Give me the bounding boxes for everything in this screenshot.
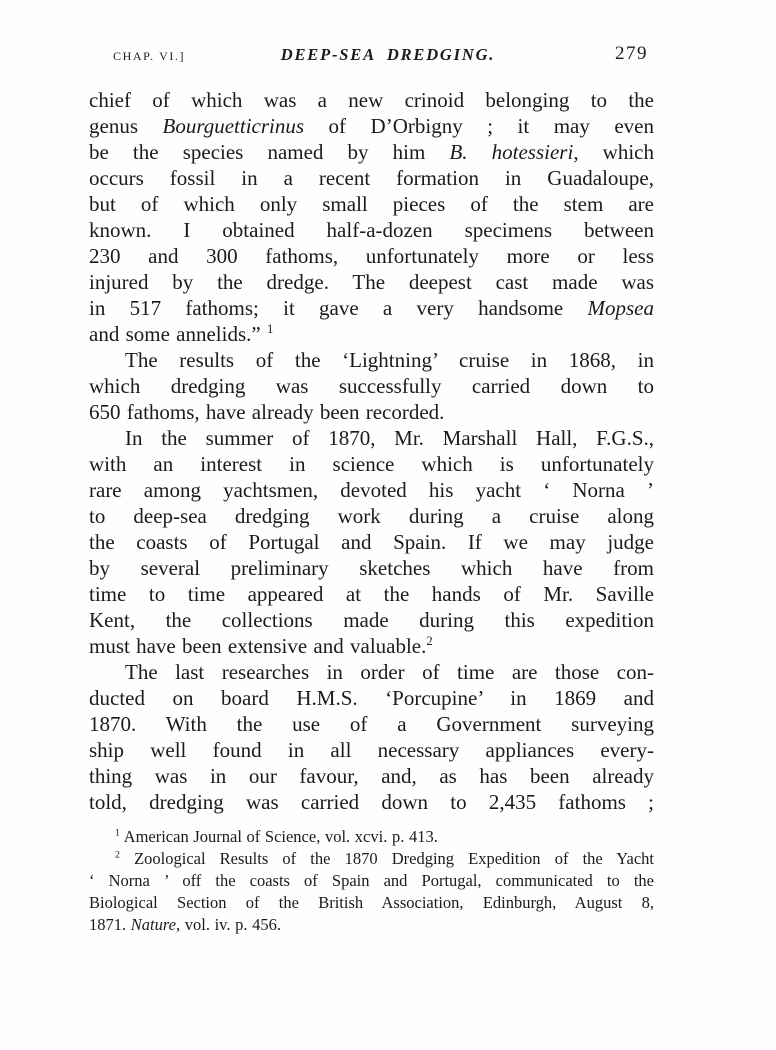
- text-segment: 230 and 300 fathoms, unfortunately more or less: [89, 244, 654, 268]
- running-head: [0, 0, 776, 80]
- body-text-line: [89, 607, 654, 633]
- italic-text-segment: B. hotessieri: [449, 140, 574, 164]
- body-text-line: [89, 711, 654, 737]
- text-segment: Zoological Results of the 1870 Dredging Expedition of the Yacht: [119, 849, 654, 868]
- text-segment: The last researches in order of time are those con-: [125, 660, 654, 684]
- body-text-line: [89, 217, 654, 243]
- body-text-line: [89, 425, 654, 451]
- body-text-line: [89, 113, 654, 139]
- italic-text-segment: Nature: [130, 915, 176, 934]
- text-segment: of D’Orbigny ; it may even: [304, 114, 654, 138]
- page-title: DEEP-SEA DREDGING.: [280, 45, 496, 64]
- footnote-marker: 2: [426, 634, 433, 648]
- body-text-line: [89, 503, 654, 529]
- body-text-line: [89, 581, 654, 607]
- text-segment: ‘ Norna ’ off the coasts of Spain and Portugal, communicated to the: [89, 871, 654, 890]
- text-segment: genus: [89, 114, 163, 138]
- italic-text-segment: Bourguetticrinus: [162, 114, 305, 138]
- text-segment: thing was in our favour, and, as has been already: [89, 764, 654, 788]
- footnote-marker: 1: [115, 827, 120, 839]
- page-number: 279: [615, 43, 648, 64]
- body-text-line: [89, 87, 654, 113]
- body-text-line: [89, 295, 654, 321]
- text-segment: In the summer of 1870, Mr. Marshall Hall, F.G.S.,: [125, 426, 654, 450]
- text-segment: , vol. iv. p. 456.: [175, 915, 281, 934]
- text-segment: occurs fossil in a recent formation in Guadaloupe,: [89, 166, 654, 190]
- body-text-line: [89, 373, 654, 399]
- body-text-line: [89, 763, 654, 789]
- text-segment: ship well found in all necessary appliances every-: [89, 738, 654, 762]
- footnote-line: [89, 870, 654, 892]
- body-text-line: [89, 633, 654, 659]
- body-text-line: [89, 269, 654, 295]
- body-text: [89, 87, 654, 815]
- italic-text-segment: Mopsea: [587, 296, 654, 320]
- footnote-line: [89, 826, 654, 848]
- body-text-line: [89, 529, 654, 555]
- footnote-marker: 1: [266, 322, 274, 336]
- text-segment: Kent, the collections made during this expedition: [89, 608, 654, 632]
- text-segment: injured by the dredge. The deepest cast made was: [89, 270, 654, 294]
- body-text-line: [89, 191, 654, 217]
- text-segment: and some annelids.”: [89, 322, 267, 346]
- body-text-line: [89, 451, 654, 477]
- text-segment: be the species named by him: [89, 140, 450, 164]
- body-text-line: [89, 555, 654, 581]
- text-segment: 650 fathoms, have already been recorded.: [89, 400, 445, 424]
- text-segment: told, dredging was carried down to 2,435 fathoms ;: [89, 790, 654, 814]
- text-segment: time to time appeared at the hands of Mr. Saville: [89, 582, 654, 606]
- footnote-line: [89, 892, 654, 914]
- text-segment: 1871.: [89, 915, 131, 934]
- body-text-line: [89, 321, 654, 347]
- text-segment: in 517 fathoms; it gave a very handsome: [89, 296, 588, 320]
- text-segment: with an interest in science which is unfortunately: [89, 452, 654, 476]
- body-text-line: [89, 139, 654, 165]
- text-segment: to deep-sea dredging work during a cruise along: [89, 504, 654, 528]
- text-segment: American Journal of Science, vol. xcvi. p. 413.: [119, 827, 438, 846]
- footnote-line: [89, 914, 654, 936]
- body-text-line: [89, 685, 654, 711]
- body-text-line: [89, 737, 654, 763]
- body-text-line: [89, 477, 654, 503]
- footnote-line: [89, 848, 654, 870]
- body-text-line: [89, 347, 654, 373]
- text-segment: , which: [573, 140, 654, 164]
- text-segment: ducted on board H.M.S. ‘Porcupine’ in 1869 and: [89, 686, 654, 710]
- text-segment: by several preliminary sketches which have from: [89, 556, 654, 580]
- text-segment: but of which only small pieces of the stem are: [89, 192, 654, 216]
- text-segment: known. I obtained half-a-dozen specimens between: [89, 218, 654, 242]
- footnote-marker: 2: [115, 849, 120, 861]
- text-segment: Biological Section of the British Association, Edinburgh, August 8,: [89, 893, 654, 912]
- body-text-line: [89, 659, 654, 685]
- text-segment: The results of the ‘Lightning’ cruise in 1868, in: [125, 348, 654, 372]
- text-segment: must have been extensive and valuable.: [89, 634, 427, 658]
- text-segment: which dredging was successfully carried down to: [89, 374, 654, 398]
- body-text-line: [89, 243, 654, 269]
- text-segment: rare among yachtsmen, devoted his yacht ‘ Norna ’: [89, 478, 654, 502]
- body-text-line: [89, 789, 654, 815]
- text-segment: chief of which was a new crinoid belonging to the: [89, 88, 654, 112]
- chapter-label: CHAP. VI.]: [113, 49, 186, 63]
- body-text-line: [89, 399, 654, 425]
- text-segment: the coasts of Portugal and Spain. If we may judge: [89, 530, 654, 554]
- text-segment: 1870. With the use of a Government surveying: [89, 712, 654, 736]
- footnotes: [89, 826, 654, 936]
- body-text-line: [89, 165, 654, 191]
